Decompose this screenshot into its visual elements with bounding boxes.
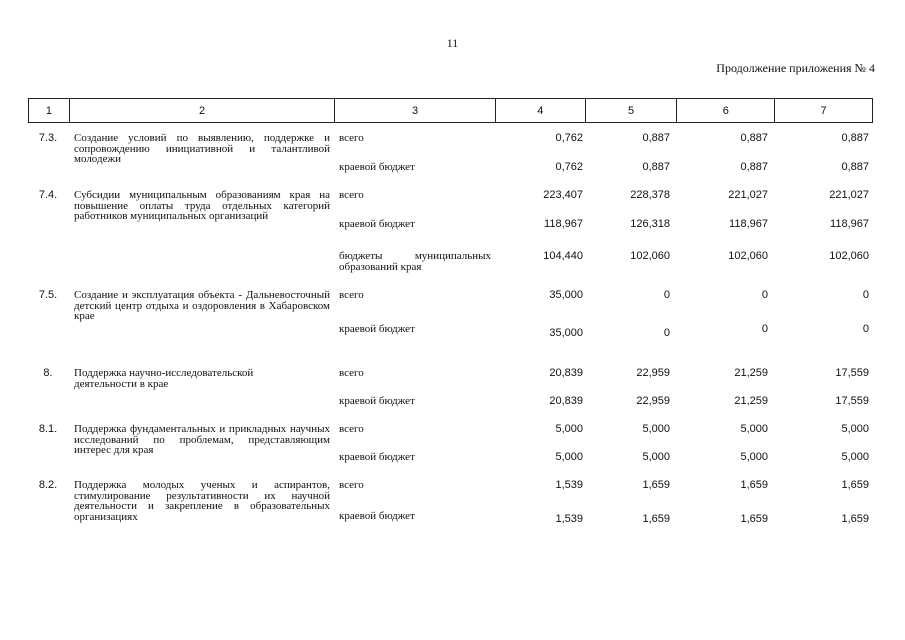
value-col-6: 118,967	[729, 218, 768, 230]
row-source: всего	[339, 479, 364, 491]
row-code: 8.	[43, 367, 53, 379]
row-source: краевой бюджет	[339, 323, 415, 335]
value-col-5: 126,318	[630, 218, 670, 230]
value-col-5: 22,959	[636, 367, 670, 379]
value-col-5: 0,887	[642, 132, 670, 144]
value-col-5: 1,659	[642, 513, 670, 525]
row-name: Поддержка научно-исследовательской деятельности в крае	[74, 367, 254, 390]
value-col-6: 0	[761, 289, 768, 301]
row-code: 8.1.	[38, 423, 58, 435]
value-col-5: 0	[663, 289, 670, 301]
value-col-4: 35,000	[549, 289, 583, 301]
row-code: 7.3.	[38, 132, 58, 144]
table-header	[28, 98, 873, 123]
row-source: бюджеты муниципальных образований края	[339, 250, 491, 273]
value-col-7: 118,967	[830, 218, 869, 230]
value-col-7: 5,000	[841, 451, 869, 463]
value-col-5: 22,959	[636, 395, 670, 407]
header-col-4: 4	[496, 99, 586, 122]
value-col-7: 17,559	[835, 395, 869, 407]
value-col-6: 5,000	[740, 423, 768, 435]
continuation-label: Продолжение приложения № 4	[716, 61, 875, 75]
value-col-4: 35,000	[549, 327, 583, 339]
row-code: 7.5.	[38, 289, 58, 301]
value-col-7: 102,060	[829, 250, 869, 262]
value-col-7: 1,659	[841, 513, 869, 525]
value-col-4: 1,539	[555, 513, 583, 525]
value-col-7: 0	[862, 289, 869, 301]
header-col-2: 2	[70, 99, 335, 122]
value-col-6: 1,659	[740, 513, 768, 525]
value-col-7: 0,887	[841, 132, 869, 144]
row-source: всего	[339, 132, 364, 144]
value-col-4: 5,000	[555, 423, 583, 435]
value-col-5: 0,887	[642, 161, 670, 173]
value-col-4: 5,000	[555, 451, 583, 463]
value-col-4: 0,762	[555, 132, 583, 144]
value-col-4: 223,407	[543, 189, 583, 201]
value-col-7: 221,027	[829, 189, 869, 201]
value-col-4: 0,762	[555, 161, 583, 173]
row-source: краевой бюджет	[339, 451, 415, 463]
value-col-6: 5,000	[740, 451, 768, 463]
value-col-5: 0	[663, 327, 670, 339]
value-col-6: 1,659	[740, 479, 768, 491]
value-col-7: 17,559	[835, 367, 869, 379]
value-col-6: 0,887	[740, 132, 768, 144]
value-col-7: 1,659	[841, 479, 869, 491]
value-col-5: 5,000	[642, 451, 670, 463]
value-col-4: 20,839	[549, 395, 583, 407]
header-col-6: 6	[677, 99, 775, 122]
header-col-3: 3	[335, 99, 496, 122]
value-col-6: 21,259	[734, 395, 768, 407]
row-source: краевой бюджет	[339, 161, 415, 173]
row-source: краевой бюджет	[339, 510, 415, 522]
value-col-7: 5,000	[841, 423, 869, 435]
value-col-7: 0	[862, 323, 869, 335]
value-col-6: 221,027	[728, 189, 768, 201]
value-col-5: 228,378	[630, 189, 670, 201]
row-source: всего	[339, 289, 364, 301]
value-col-6: 0	[761, 323, 768, 335]
value-col-5: 102,060	[630, 250, 670, 262]
value-col-4: 20,839	[549, 367, 583, 379]
row-source: всего	[339, 367, 364, 379]
page-number: 11	[446, 36, 459, 50]
row-code: 7.4.	[38, 189, 58, 201]
value-col-7: 0,887	[841, 161, 869, 173]
value-col-4: 104,440	[543, 250, 583, 262]
header-col-1: 1	[29, 99, 70, 122]
header-col-5: 5	[586, 99, 678, 122]
value-col-6: 21,259	[734, 367, 768, 379]
value-col-6: 102,060	[728, 250, 768, 262]
value-col-4: 1,539	[555, 479, 583, 491]
row-name: Создание условий по выявлению, поддержке и сопровождению инициативной и талантливой молодежи	[74, 132, 330, 165]
row-source: краевой бюджет	[339, 395, 415, 407]
row-code: 8.2.	[38, 479, 58, 491]
row-source: краевой бюджет	[339, 218, 415, 230]
header-col-7: 7	[820, 104, 827, 117]
row-name: Поддержка фундаментальных и прикладных научных исследований по проблемам, представляющим интерес для края	[74, 423, 330, 456]
value-col-5: 1,659	[642, 479, 670, 491]
row-name: Субсидии муниципальным образованиям края на повышение оплаты труда отдельных категорий работников муниципальных организаций	[74, 189, 330, 222]
value-col-5: 5,000	[642, 423, 670, 435]
value-col-4: 118,967	[544, 218, 583, 230]
row-name: Поддержка молодых ученых и аспирантов, стимулирование результативности их научной деятельности и закрепление в образовательных организациях	[74, 479, 330, 523]
row-source: всего	[339, 423, 364, 435]
value-col-6: 0,887	[740, 161, 768, 173]
row-source: всего	[339, 189, 364, 201]
row-name: Создание и эксплуатация объекта - Дальневосточный детский центр отдыха и оздоровления в Хабаровском крае	[74, 289, 330, 322]
